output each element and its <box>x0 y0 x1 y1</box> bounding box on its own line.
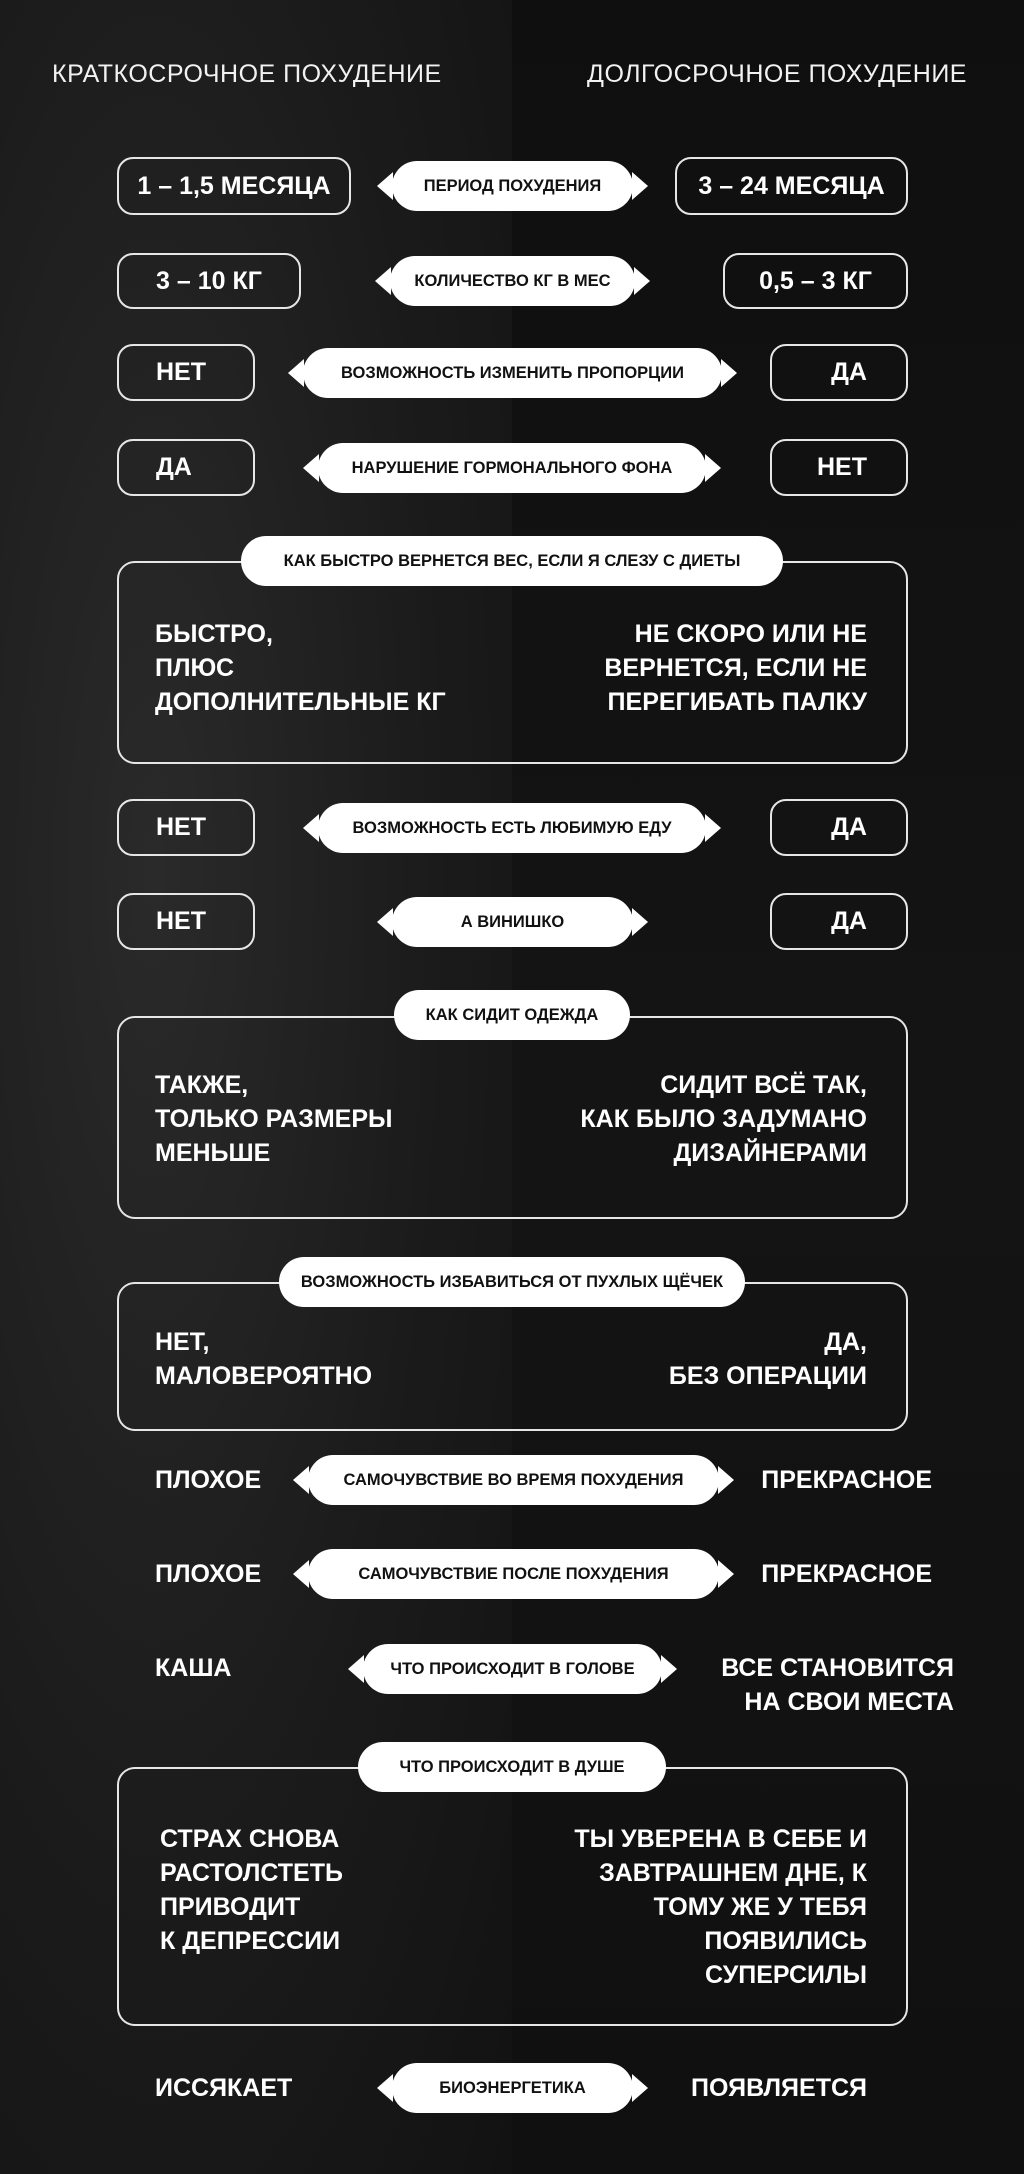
cheeks-long-text: ДА, БЕЗ ОПЕРАЦИИ <box>668 1328 867 1390</box>
arrow-right-icon <box>632 908 648 936</box>
period-short-value: 1 – 1,5 МЕСЯЦА <box>117 157 351 215</box>
clothes-label: КАК СИДИТ ОДЕЖДА <box>394 990 630 1040</box>
hormones-label: НАРУШЕНИЕ ГОРМОНАЛЬНОГО ФОНА <box>318 443 706 493</box>
feeling-after-short-text: ПЛОХОЕ <box>155 1560 262 1588</box>
wine-short-value: НЕТ <box>117 893 255 950</box>
soul-short-text: СТРАХ СНОВА РАСТОЛСТЕТЬ ПРИВОДИТ К ДЕПРЕССИИ <box>160 1825 343 1955</box>
cheeks-short-text: НЕТ, МАЛОВЕРОЯТНО <box>155 1328 373 1390</box>
head-label: ЧТО ПРОИСХОДИТ В ГОЛОВЕ <box>363 1644 662 1694</box>
header-short-term: КРАТКОСРОЧНОЕ ПОХУДЕНИЕ <box>52 60 442 88</box>
bioenergy-long-text: ПОЯВЛЯЕТСЯ <box>691 2074 867 2102</box>
feeling-after-label: САМОЧУВСТВИЕ ПОСЛЕ ПОХУДЕНИЯ <box>308 1549 719 1599</box>
hormones-short-value: ДА <box>117 439 255 496</box>
arrow-right-icon <box>718 1466 734 1494</box>
arrow-right-icon <box>705 814 721 842</box>
kg-label: КОЛИЧЕСТВО КГ В МЕС <box>390 256 635 306</box>
feeling-during-short-text: ПЛОХОЕ <box>155 1466 262 1494</box>
soul-long-text: ТЫ УВЕРЕНА В СЕБЕ И ЗАВТРАШНЕМ ДНЕ, К ТОМУ ЖЕ У ТЕБЯ ПОЯВИЛИСЬ СУПЕРСИЛЫ <box>574 1825 867 1989</box>
arrow-left-icon <box>293 1466 309 1494</box>
feeling-after-long-text: ПРЕКРАСНОЕ <box>761 1560 932 1588</box>
cheeks-label: ВОЗМОЖНОСТЬ ИЗБАВИТЬСЯ ОТ ПУХЛЫХ ЩЁЧЕК <box>279 1257 745 1307</box>
wine-long-value: ДА <box>770 893 908 950</box>
arrow-right-icon <box>718 1560 734 1588</box>
bioenergy-short-text: ИССЯКАЕТ <box>155 2074 293 2102</box>
weight-return-label: КАК БЫСТРО ВЕРНЕТСЯ ВЕС, ЕСЛИ Я СЛЕЗУ С ДИЕТЫ <box>241 536 783 586</box>
arrow-left-icon <box>377 172 393 200</box>
arrow-left-icon <box>348 1655 364 1683</box>
period-label: ПЕРИОД ПОХУДЕНИЯ <box>392 161 633 211</box>
food-short-value: НЕТ <box>117 799 255 856</box>
weight-return-long-text: НЕ СКОРО ИЛИ НЕ ВЕРНЕТСЯ, ЕСЛИ НЕ ПЕРЕГИБАТЬ ПАЛКУ <box>604 620 867 716</box>
proportions-short-value: НЕТ <box>117 344 255 401</box>
arrow-left-icon <box>303 454 319 482</box>
arrow-right-icon <box>632 2074 648 2102</box>
kg-short-value: 3 – 10 КГ <box>117 253 301 309</box>
arrow-right-icon <box>661 1655 677 1683</box>
arrow-left-icon <box>375 267 391 295</box>
feeling-during-long-text: ПРЕКРАСНОЕ <box>761 1466 932 1494</box>
kg-long-value: 0,5 – 3 КГ <box>723 253 908 309</box>
wine-label: А ВИНИШКО <box>392 897 633 947</box>
hormones-long-value: НЕТ <box>770 439 908 496</box>
clothes-short-text: ТАКЖЕ, ТОЛЬКО РАЗМЕРЫ МЕНЬШЕ <box>155 1071 393 1167</box>
arrow-right-icon <box>721 359 737 387</box>
arrow-left-icon <box>377 908 393 936</box>
arrow-left-icon <box>377 2074 393 2102</box>
proportions-label: ВОЗМОЖНОСТЬ ИЗМЕНИТЬ ПРОПОРЦИИ <box>303 348 722 398</box>
weight-return-short-text: БЫСТРО, ПЛЮС ДОПОЛНИТЕЛЬНЫЕ КГ <box>155 620 446 716</box>
proportions-long-value: ДА <box>770 344 908 401</box>
food-label: ВОЗМОЖНОСТЬ ЕСТЬ ЛЮБИМУЮ ЕДУ <box>318 803 706 853</box>
arrow-left-icon <box>293 1560 309 1588</box>
period-long-value: 3 – 24 МЕСЯЦА <box>675 157 908 215</box>
food-long-value: ДА <box>770 799 908 856</box>
feeling-during-label: САМОЧУВСТВИЕ ВО ВРЕМЯ ПОХУДЕНИЯ <box>308 1455 719 1505</box>
head-short-text: КАША <box>155 1654 232 1682</box>
soul-label: ЧТО ПРОИСХОДИТ В ДУШЕ <box>358 1742 666 1792</box>
arrow-right-icon <box>634 267 650 295</box>
header-long-term: ДОЛГОСРОЧНОЕ ПОХУДЕНИЕ <box>587 60 967 88</box>
head-long-text: ВСЕ СТАНОВИТСЯ НА СВОИ МЕСТА <box>721 1654 954 1716</box>
arrow-left-icon <box>303 814 319 842</box>
bioenergy-label: БИОЭНЕРГЕТИКА <box>392 2063 633 2113</box>
arrow-right-icon <box>632 172 648 200</box>
arrow-right-icon <box>705 454 721 482</box>
clothes-long-text: СИДИТ ВСЁ ТАК, КАК БЫЛО ЗАДУМАНО ДИЗАЙНЕРАМИ <box>580 1071 867 1167</box>
arrow-left-icon <box>288 359 304 387</box>
